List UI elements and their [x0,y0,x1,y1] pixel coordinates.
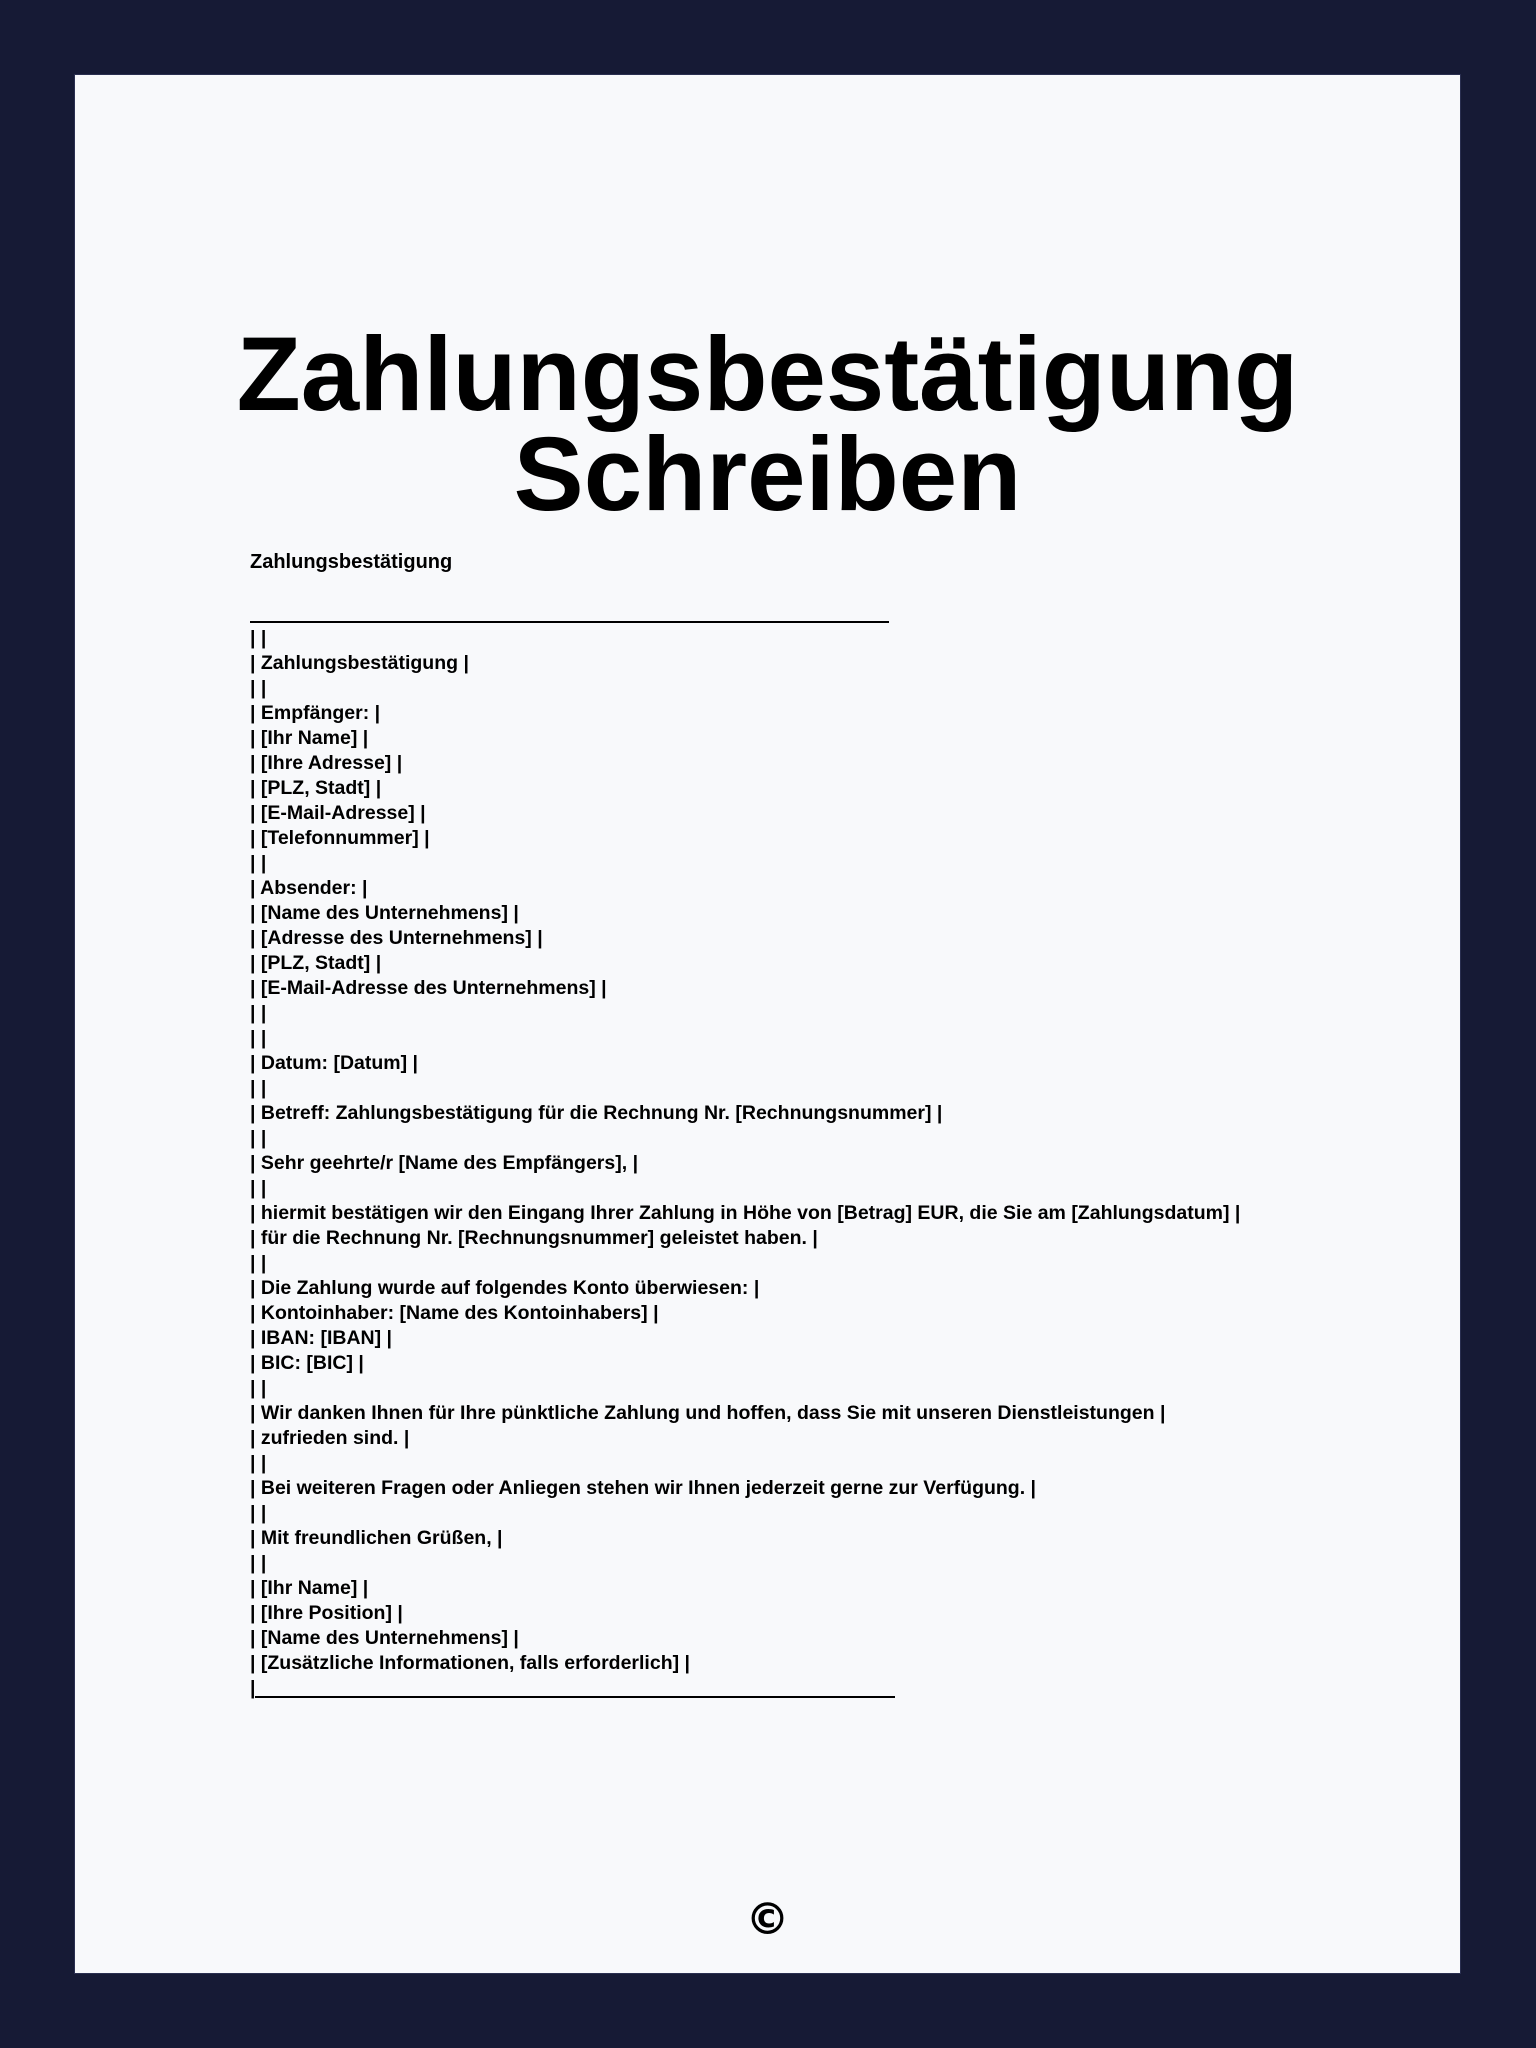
letter-line: | IBAN: [IBAN] | [250,1327,392,1349]
letter-line: | Sehr geehrte/r [Name des Empfängers], | [250,1152,639,1174]
letter-line: | für die Rechnung Nr. [Rechnungsnummer] geleistet haben. | [250,1227,818,1249]
letter-line: | Wir danken Ihnen für Ihre pünktliche Zahlung und hoffen, dass Sie mit unseren Dienstleistungen | [250,1402,1166,1424]
letter-line: | | [250,1502,267,1524]
letter-line: | | [250,1027,267,1049]
letter-line: | [Telefonnummer] | [250,827,430,849]
document-page [74,74,1461,1974]
title-line-1: Zahlungsbestätigung [236,316,1299,433]
letter-line: | Betreff: Zahlungsbestätigung für die Rechnung Nr. [Rechnungsnummer] | [250,1102,943,1124]
letter-line: | [Ihre Adresse] | [250,752,403,774]
copyright-icon: © [745,1894,790,1945]
letter-line: | | [250,1127,267,1149]
letter-line: | [PLZ, Stadt] | [250,777,382,799]
letter-line: | | [250,1377,267,1399]
letter-line: | | [250,627,267,649]
letter-line: | [E-Mail-Adresse] | [250,802,426,824]
title-line-2: Schreiben [513,416,1022,533]
letter-line: | [Name des Unternehmens] | [250,902,519,924]
letter-line: | | [250,1177,267,1199]
letter-line: | [E-Mail-Adresse des Unternehmens] | [250,977,607,999]
letter-line: | Empfänger: | [250,702,381,724]
letter-line: | Bei weiteren Fragen oder Anliegen stehen wir Ihnen jederzeit gerne zur Verfügung. | [250,1477,1037,1499]
letter-line: | Zahlungsbestätigung | [250,652,469,674]
top-rule [250,621,889,623]
letter-line: | zufrieden sind. | [250,1427,410,1449]
page-title [75,316,1460,533]
letter-line: | | [250,1452,267,1474]
letter-line: | [Zusätzliche Informationen, falls erforderlich] | [250,1652,690,1674]
letter-line: | Mit freundlichen Grüßen, | [250,1527,503,1549]
letter-line: | | [250,1252,267,1274]
letter-line: | Die Zahlung wurde auf folgendes Konto überwiesen: | [250,1277,760,1299]
bottom-rule [255,1696,895,1698]
letter-line: | | [250,1552,267,1574]
letter-line: | [Adresse des Unternehmens] | [250,927,543,949]
letter-line: | | [250,852,267,874]
letter-line: | Absender: | [250,877,368,899]
letter-line: | | [250,1002,267,1024]
letter-line: | BIC: [BIC] | [250,1352,364,1374]
letter-line: | Kontoinhaber: [Name des Kontoinhabers] | [250,1302,659,1324]
letter-line: | [Ihr Name] | [250,727,369,749]
letter-line: | hiermit bestätigen wir den Eingang Ihrer Zahlung in Höhe von [Betrag] EUR, die Sie am [Zahlungsdatum] | [250,1202,1241,1224]
letter-line: | | [250,1077,267,1099]
letter-line: | Datum: [Datum] | [250,1052,418,1074]
section-heading: Zahlungsbestätigung [250,551,453,573]
letter-line: | [Ihre Position] | [250,1602,403,1624]
letter-line: | | [250,677,267,699]
letter-line: | [Ihr Name] | [250,1577,369,1599]
letter-line: | [Name des Unternehmens] | [250,1627,519,1649]
letter-body [250,626,1240,1701]
letter-line: | [PLZ, Stadt] | [250,952,382,974]
letter-line: | [250,1677,256,1699]
